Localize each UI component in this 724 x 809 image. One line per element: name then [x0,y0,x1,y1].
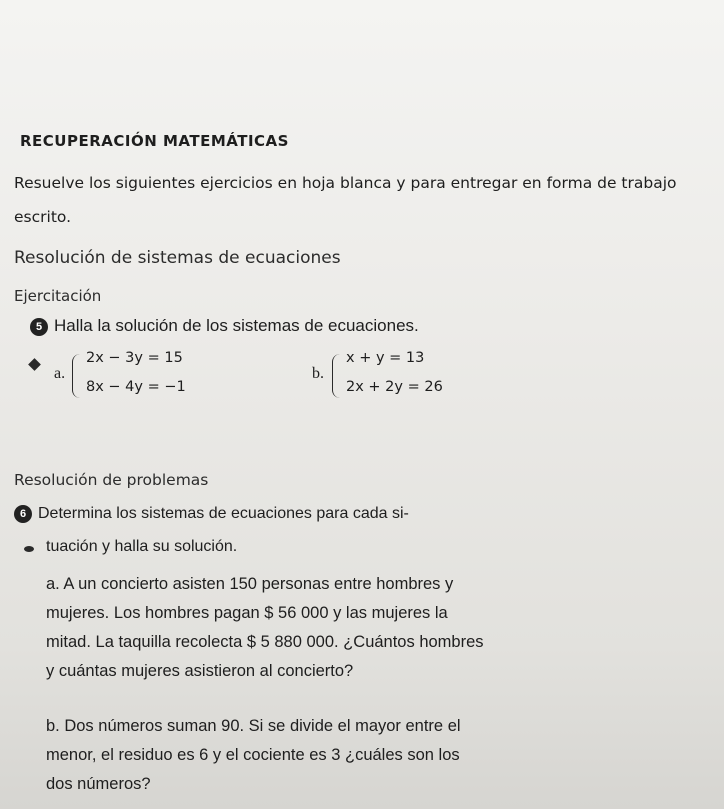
exercise-6-text-line1: Determina los sistemas de ecuaciones para cada si- [38,505,409,523]
exercise-number-badge: 5 [30,318,48,336]
item-b-label: b. [312,365,324,382]
instructions-text: Resuelve los siguientes ejercicios en hoja blanca y para entregar en forma de trabajo escrito. [14,174,677,226]
section-heading-problems: Resolución de problemas [14,471,209,489]
document-title: RECUPERACIÓN MATEMÁTICAS [20,132,289,150]
exercise-number-badge: 6 [14,505,32,523]
section-heading-systems: Resolución de sistemas de ecuaciones [14,248,341,268]
exercise-6-prompt [14,505,409,523]
brace-a [72,354,80,398]
brace-b [332,354,340,398]
item-a-label: a. [54,365,66,382]
system-b-eq2: 2x + 2y = 26 [346,379,443,395]
subheading-exercise: Ejercitación [14,287,102,305]
exercise-5-prompt [30,316,419,336]
system-a-eq1: 2x − 3y = 15 [86,350,183,366]
system-a-eq2: 8x − 4y = −1 [86,379,186,395]
problem-a: a. A un concierto asisten 150 personas entre hombres y mujeres. Los hombres pagan $ 56 000 y las mujeres la mitad. La taquilla recolecta $ 5 880 000. ¿Cuántos hombres y cuántas mujeres asistieron al concierto? [46,575,484,680]
problem-b: b. Dos números suman 90. Si se divide el mayor entre el menor, el residuo es 6 y el cociente es 3 ¿cuáles son los dos números? [46,717,461,793]
exercise-5-text: Halla la solución de los sistemas de ecuaciones. [54,316,419,335]
exercise-6-text-line2: tuación y halla su solución. [46,538,238,555]
bullet-icon [24,546,34,552]
system-b-eq1: x + y = 13 [346,350,425,366]
diamond-bullet-icon [28,358,41,371]
